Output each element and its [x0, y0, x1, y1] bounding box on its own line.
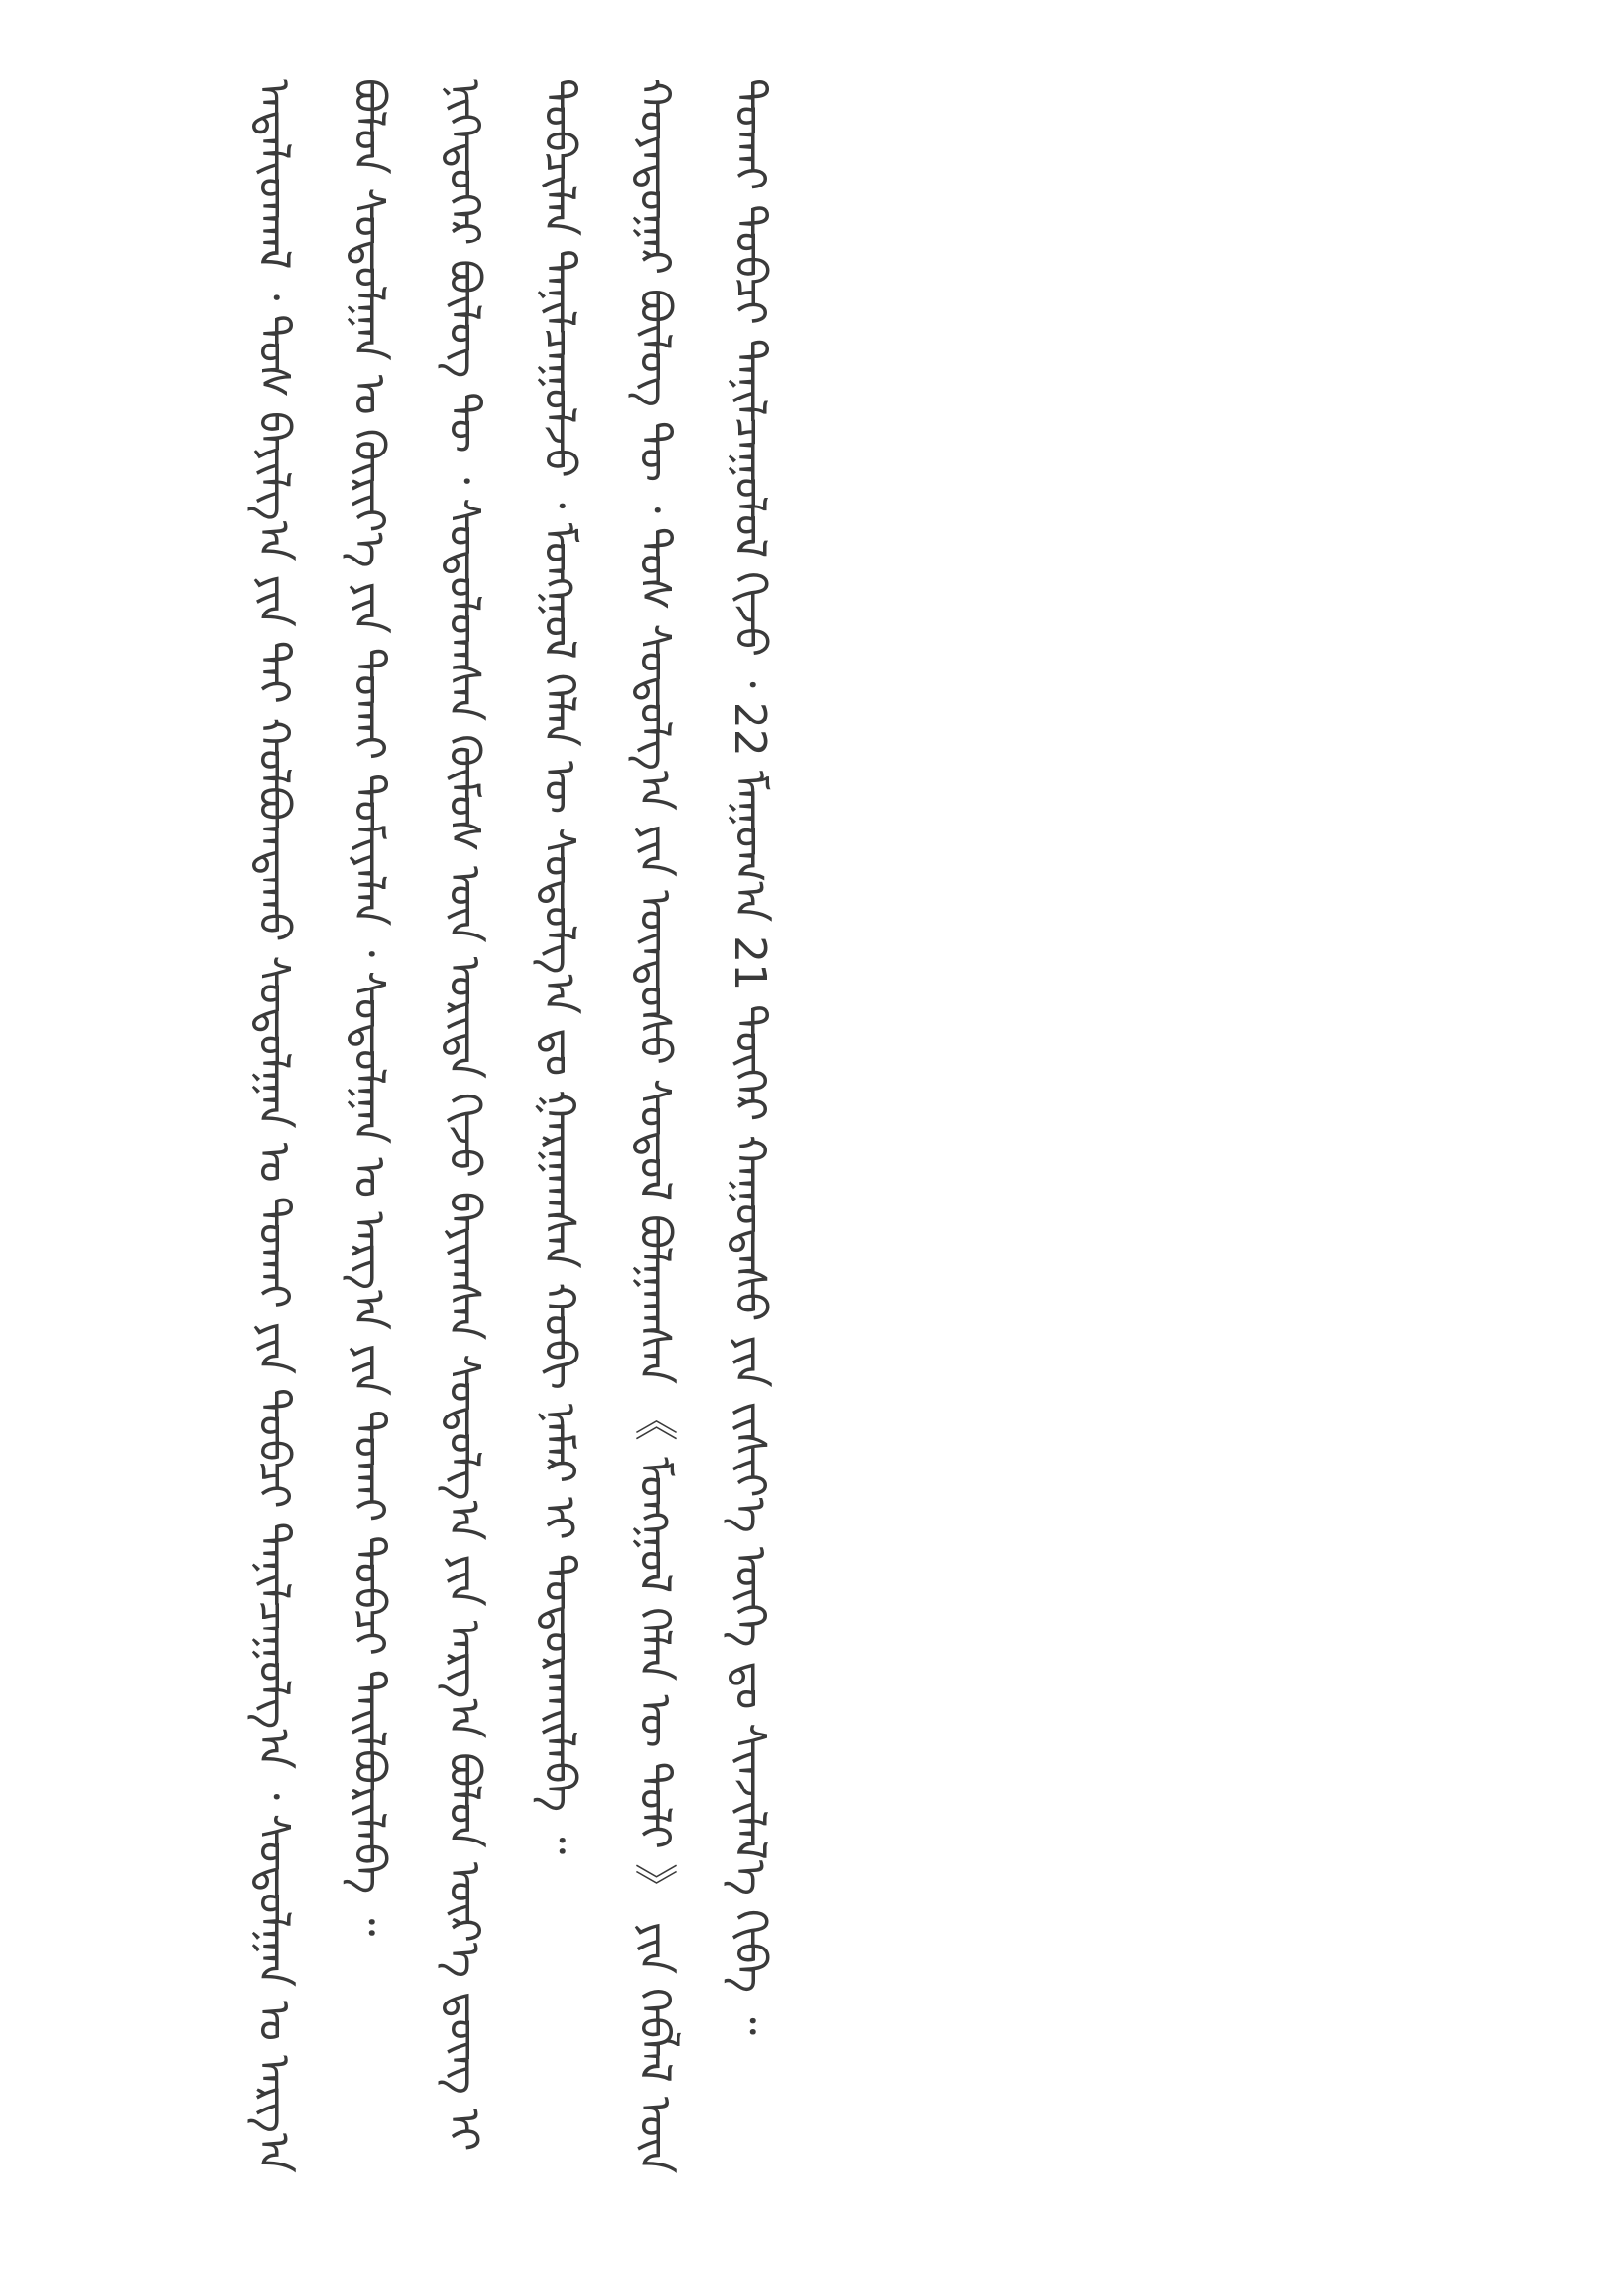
paragraph-3: ᠬᠣᠶᠠᠳᠤᠭᠠᠷ ᠪᠦᠯᠦᠭ ᠲᠦ ᠂ ᠲᠤᠰ ᠰᠤᠳᠤᠯᠭ᠎ᠠ ᠶᠢᠨ ᠦᠨᠳᠦᠰᠦ ᠰᠣᠳᠤᠯ ᠪᠣᠯᠭᠠᠭᠰᠠᠨ 《 ᠮᠣᠩᠭᠣᠯ ᠬᠡᠯᠡᠨ ᠦ ᠲᠣᠯᠢ 》 ᠶᠢᠨ ᠬᠡᠪᠯᠡᠯ ᠦᠨ ᠲᠤᠬᠠᠢ ᠲᠣᠪᠴᠢ ᠲᠠᠨᠢᠯᠴᠠᠭᠤᠯᠤᠯ ᠬᠢᠵᠦ ᠂ 22 ᠮᠠᠭᠤᠭ᠎ᠠ 21 ᠳᠦᠭᠡᠷ ᠬᠠᠭᠤᠳᠠᠰᠤ ᠶᠢᠨ ᠵᠢᠱᠢᠶ᠎ᠡ ᠦᠭᠡ ᠳᠤ ᠰᠢᠨᠵᠢᠯᠡᠯ᠎ᠡ ᠬᠢᠪᠡ ᠃	[629, 79, 775, 2174]
vertical-mongolian-text	[226, 79, 1443, 2238]
paragraph-1: ᠠᠳᠠᠯᠢᠳᠬᠠᠯ ᠂ ᠲᠤᠰ ᠪᠠᠶᠢᠯᠭ᠎ᠠ ᠶᠢᠨ ᠲᠠᠢ ᠬᠣᠯᠪᠣᠭᠳᠠᠬᠤ ᠰᠤᠳᠤᠯᠭᠠᠨ ᠤ ᠲᠤᠬᠠᠢ ᠶᠢᠨ ᠲᠣᠪᠴᠢ ᠲᠠᠨᠢᠯᠴᠠᠭᠤᠯᠭ᠎ᠠ ᠂ ᠰᠤᠳᠤᠯᠭᠠᠨ ᠤ ᠠᠷᠭ᠎ᠠ ᠪᠣᠯᠣᠨ ᠰᠤᠳᠤᠯᠭᠠᠨ ᠤ ᠬᠦᠷᠢᠶ᠎ᠡ ᠶᠢᠨ ᠲᠤᠬᠠᠢ ᠲᠣᠮᠢᠶᠠᠯᠠᠨ ᠂ ᠰᠤᠳᠤᠯᠭᠠᠨ ᠤ ᠠᠷᠭ᠎ᠠ ᠶᠢᠨ ᠲᠤᠬᠠᠢ ᠲᠣᠪᠴᠢ ᠲᠠᠢᠯᠪᠤᠷᠢᠯᠠᠪᠠ ᠃	[248, 79, 394, 2173]
paragraph-2: ᠨᠢᠭᠡᠳᠦᠭᠡᠷ ᠪᠦᠯᠦᠭ ᠲᠦ ᠂ ᠰᠤᠳᠤᠯᠤᠭᠰᠠᠨ ᠬᠦᠮᠦᠰ ᠦᠨ ᠤᠷᠢᠳᠠ ᠬᠢᠵᠦ ᠪᠠᠶᠢᠭᠰᠠᠨ ᠰᠤᠳᠤᠯᠭ᠎ᠠ ᠶᠢᠨ ᠠᠷᠭ᠎ᠠ ᠪᠣᠯᠣᠨ ᠦᠷ᠎ᠡ ᠳ᠋ᠦᠩ ᠢ ᠲᠣᠪᠴᠢᠯᠠᠨ ᠲᠠᠨᠢᠯᠴᠠᠭᠤᠯᠵᠤ ᠂ ᠮᠣᠩᠭᠣᠯ ᠬᠡᠯᠡᠨ ᠦ ᠰᠤᠳᠤᠯᠭ᠎ᠠ ᠳᠤ ᠭᠠᠷᠭᠠᠭᠰᠠᠨ ᠬᠤᠪᠢ ᠨᠡᠮᠡᠷ ᠢ ᠲᠣᠳᠣᠷᠬᠠᠢᠯᠠᠪᠠ ᠃	[439, 79, 584, 2152]
